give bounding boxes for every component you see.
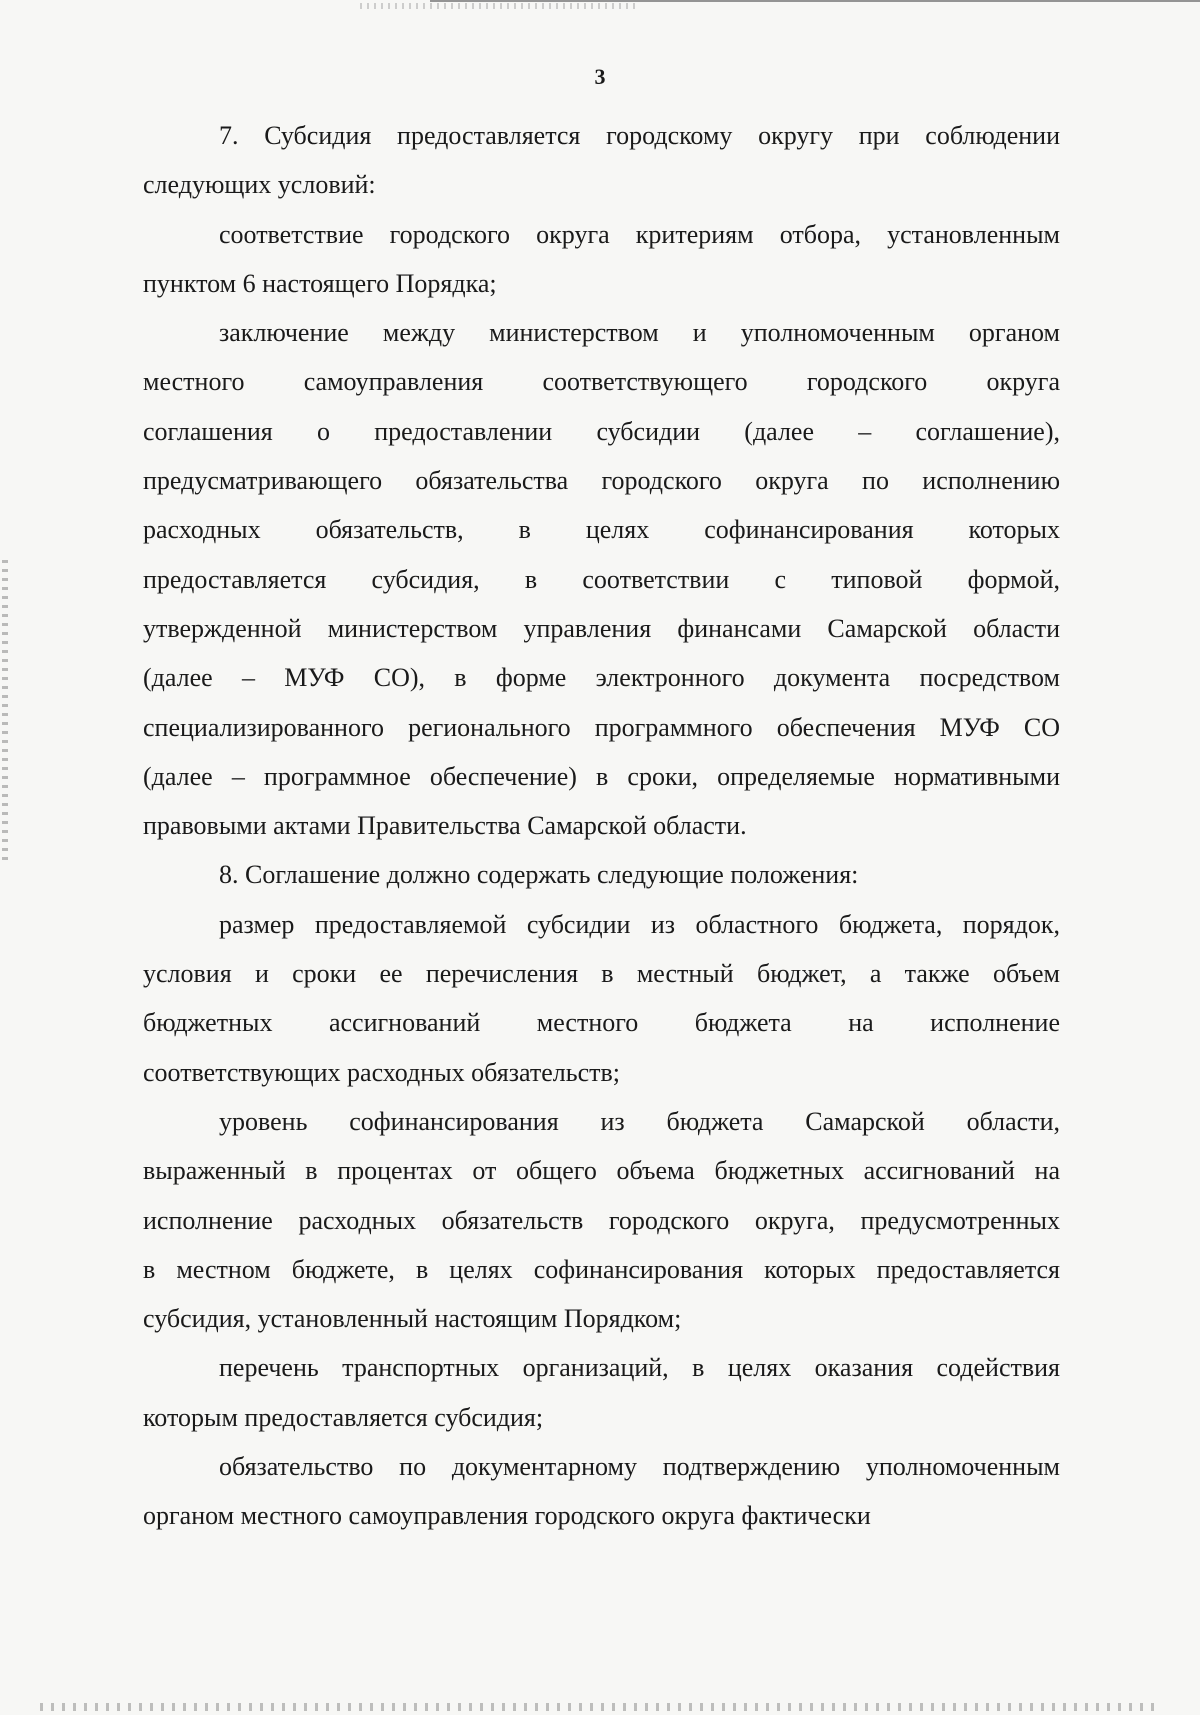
text-line: условия и сроки ее перечисления в местный бюджет, а также объем (143, 959, 1060, 989)
page-number: 3 (594, 64, 606, 89)
text-line: предусматривающего обязательства городского округа по исполнению (143, 466, 1060, 496)
text-line: органом местного самоуправления городского округа фактически (143, 1501, 871, 1531)
paragraph-p8a (143, 900, 1060, 1097)
scan-noise-bottom (40, 1703, 1160, 1711)
scan-noise-left (2, 560, 8, 860)
text-line: уровень софинансирования из бюджета Самарской области, (219, 1106, 1060, 1136)
scan-noise-top (360, 3, 640, 9)
text-line: выраженный в процентах от общего объема бюджетных ассигнований на (143, 1156, 1060, 1186)
text-line: расходных обязательств, в целях софинансирования которых (143, 515, 1060, 545)
text-line: (далее – МУФ СО), в форме электронного документа посредством (143, 663, 1060, 693)
text-line: соглашения о предоставлении субсидии (далее – соглашение), (143, 416, 1060, 446)
text-line: субсидия, установленный настоящим Порядком; (143, 1304, 682, 1334)
paragraph-p8c (143, 1343, 1060, 1442)
text-line: в местном бюджете, в целях софинансирования которых предоставляется (143, 1254, 1060, 1284)
text-line: местного самоуправления соответствующего городского округа (143, 367, 1060, 397)
text-line: перечень транспортных организаций, в целях оказания содействия (219, 1353, 1060, 1383)
paragraph-p8 (143, 850, 1060, 899)
text-line: специализированного регионального программного обеспечения МУФ СО (143, 712, 1060, 742)
text-line: которым предоставляется субсидия; (143, 1402, 544, 1432)
text-line: соответствие городского округа критериям отбора, установленным (219, 219, 1060, 249)
text-line: исполнение расходных обязательств городского округа, предусмотренных (143, 1205, 1060, 1235)
text-line: 7. Субсидия предоставляется городскому округу при соблюдении (219, 121, 1060, 150)
text-line: обязательство по документарному подтверждению уполномоченным (219, 1452, 1060, 1482)
text-line: утвержденной министерством управления финансами Самарской области (143, 613, 1060, 643)
paragraph-p7a (143, 210, 1060, 309)
text-line: соответствующих расходных обязательств; (143, 1057, 620, 1087)
text-line: правовыми актами Правительства Самарской области. (143, 811, 747, 841)
scan-edge-top (430, 0, 1200, 2)
text-line: следующих условий: (143, 170, 376, 200)
paragraph-p8d (143, 1442, 1060, 1541)
paragraph-p7 (143, 111, 1060, 210)
text-line: пунктом 6 настоящего Порядка; (143, 268, 497, 298)
paragraph-p8b (143, 1097, 1060, 1343)
text-line: размер предоставляемой субсидии из областного бюджета, порядок, (219, 909, 1060, 939)
text-line: предоставляется субсидия, в соответствии с типовой формой, (143, 564, 1060, 594)
document-body (143, 111, 1060, 1541)
paragraph-p7b (143, 308, 1060, 850)
text-line: заключение между министерством и уполномоченным органом (219, 318, 1060, 348)
text-line: (далее – программное обеспечение) в сроки, определяемые нормативными (143, 761, 1060, 791)
text-line: бюджетных ассигнований местного бюджета на исполнение (143, 1008, 1060, 1038)
text-line: 8. Соглашение должно содержать следующие положения: (219, 860, 859, 890)
